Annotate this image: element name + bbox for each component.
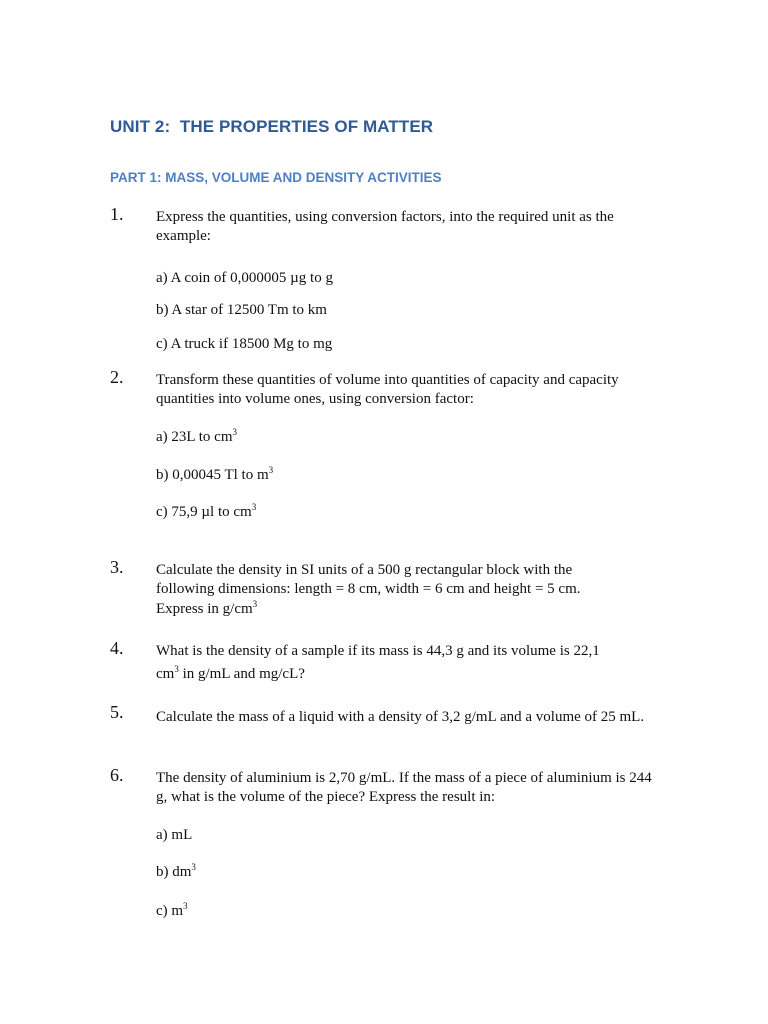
question-line-2: following dimensions: length = 8 cm, width = 6 cm and height = 5 cm. bbox=[156, 581, 581, 597]
superscript: 3 bbox=[191, 862, 196, 872]
question-line-3: Express in $g/cm^3$ bbox=[156, 599, 258, 617]
superscript: 3 bbox=[251, 502, 257, 512]
question-line-1: Calculate the density in SI units of a 500 g rectangular block with the bbox=[156, 562, 573, 578]
question-number: 5. bbox=[110, 702, 124, 722]
sub-item-c: c) A truck if 18500 Mg to mg bbox=[156, 336, 333, 352]
sub-item-a: a) A coin of 0,000005 µg to g bbox=[156, 270, 333, 286]
question-number: 3. bbox=[110, 557, 124, 577]
question-number: 1. bbox=[110, 204, 124, 224]
question-line-2: $cm^3$ in g/mL and mg/cL? bbox=[156, 664, 305, 682]
superscript: 3 bbox=[183, 901, 188, 911]
question-text: Calculate the mass of a liquid with a density of 3,2 g/mL and a volume of 25 mL. bbox=[156, 709, 645, 725]
sub-item-b: b) $dm^3$ bbox=[156, 862, 196, 880]
part-subtitle: PART 1: MASS, VOLUME AND DENSITY ACTIVITIES bbox=[110, 170, 442, 185]
superscript: 3 bbox=[232, 427, 238, 437]
sub-item-c: c) $m^3$ bbox=[156, 901, 188, 919]
superscript: 3 bbox=[268, 465, 274, 475]
sub-item-b: b) 0,00045 Tl to $m^3$ bbox=[156, 465, 274, 483]
question-text: The density of aluminium is 2,70 g/mL. If the mass of a piece of aluminium is 244 g, what is the volume of the piece? Express the result in: bbox=[156, 770, 652, 805]
superscript: 3 bbox=[174, 664, 179, 674]
question-text: Express the quantities, using conversion factors, into the required unit as the example: bbox=[156, 209, 614, 244]
unit-title: UNIT 2: THE PROPERTIES OF MATTER bbox=[110, 117, 434, 136]
question-number: 6. bbox=[110, 765, 124, 785]
superscript: 3 bbox=[252, 599, 258, 609]
question-number: 4. bbox=[110, 638, 124, 658]
sub-item-c: c) 75,9 µl to $cm^3$ bbox=[156, 502, 257, 520]
sub-item-a: a) 23L to $cm^3$ bbox=[156, 427, 238, 445]
question-line-1: What is the density of a sample if its mass is 44,3 g and its volume is 22,1 bbox=[156, 643, 600, 659]
question-number: 2. bbox=[110, 367, 124, 387]
sub-item-a: a) mL bbox=[156, 827, 193, 843]
question-text: Transform these quantities of volume into quantities of capacity and capacity quantities into volume ones, using conversion factor: bbox=[156, 372, 619, 407]
sub-item-b: b) A star of 12500 Tm to km bbox=[156, 302, 327, 318]
